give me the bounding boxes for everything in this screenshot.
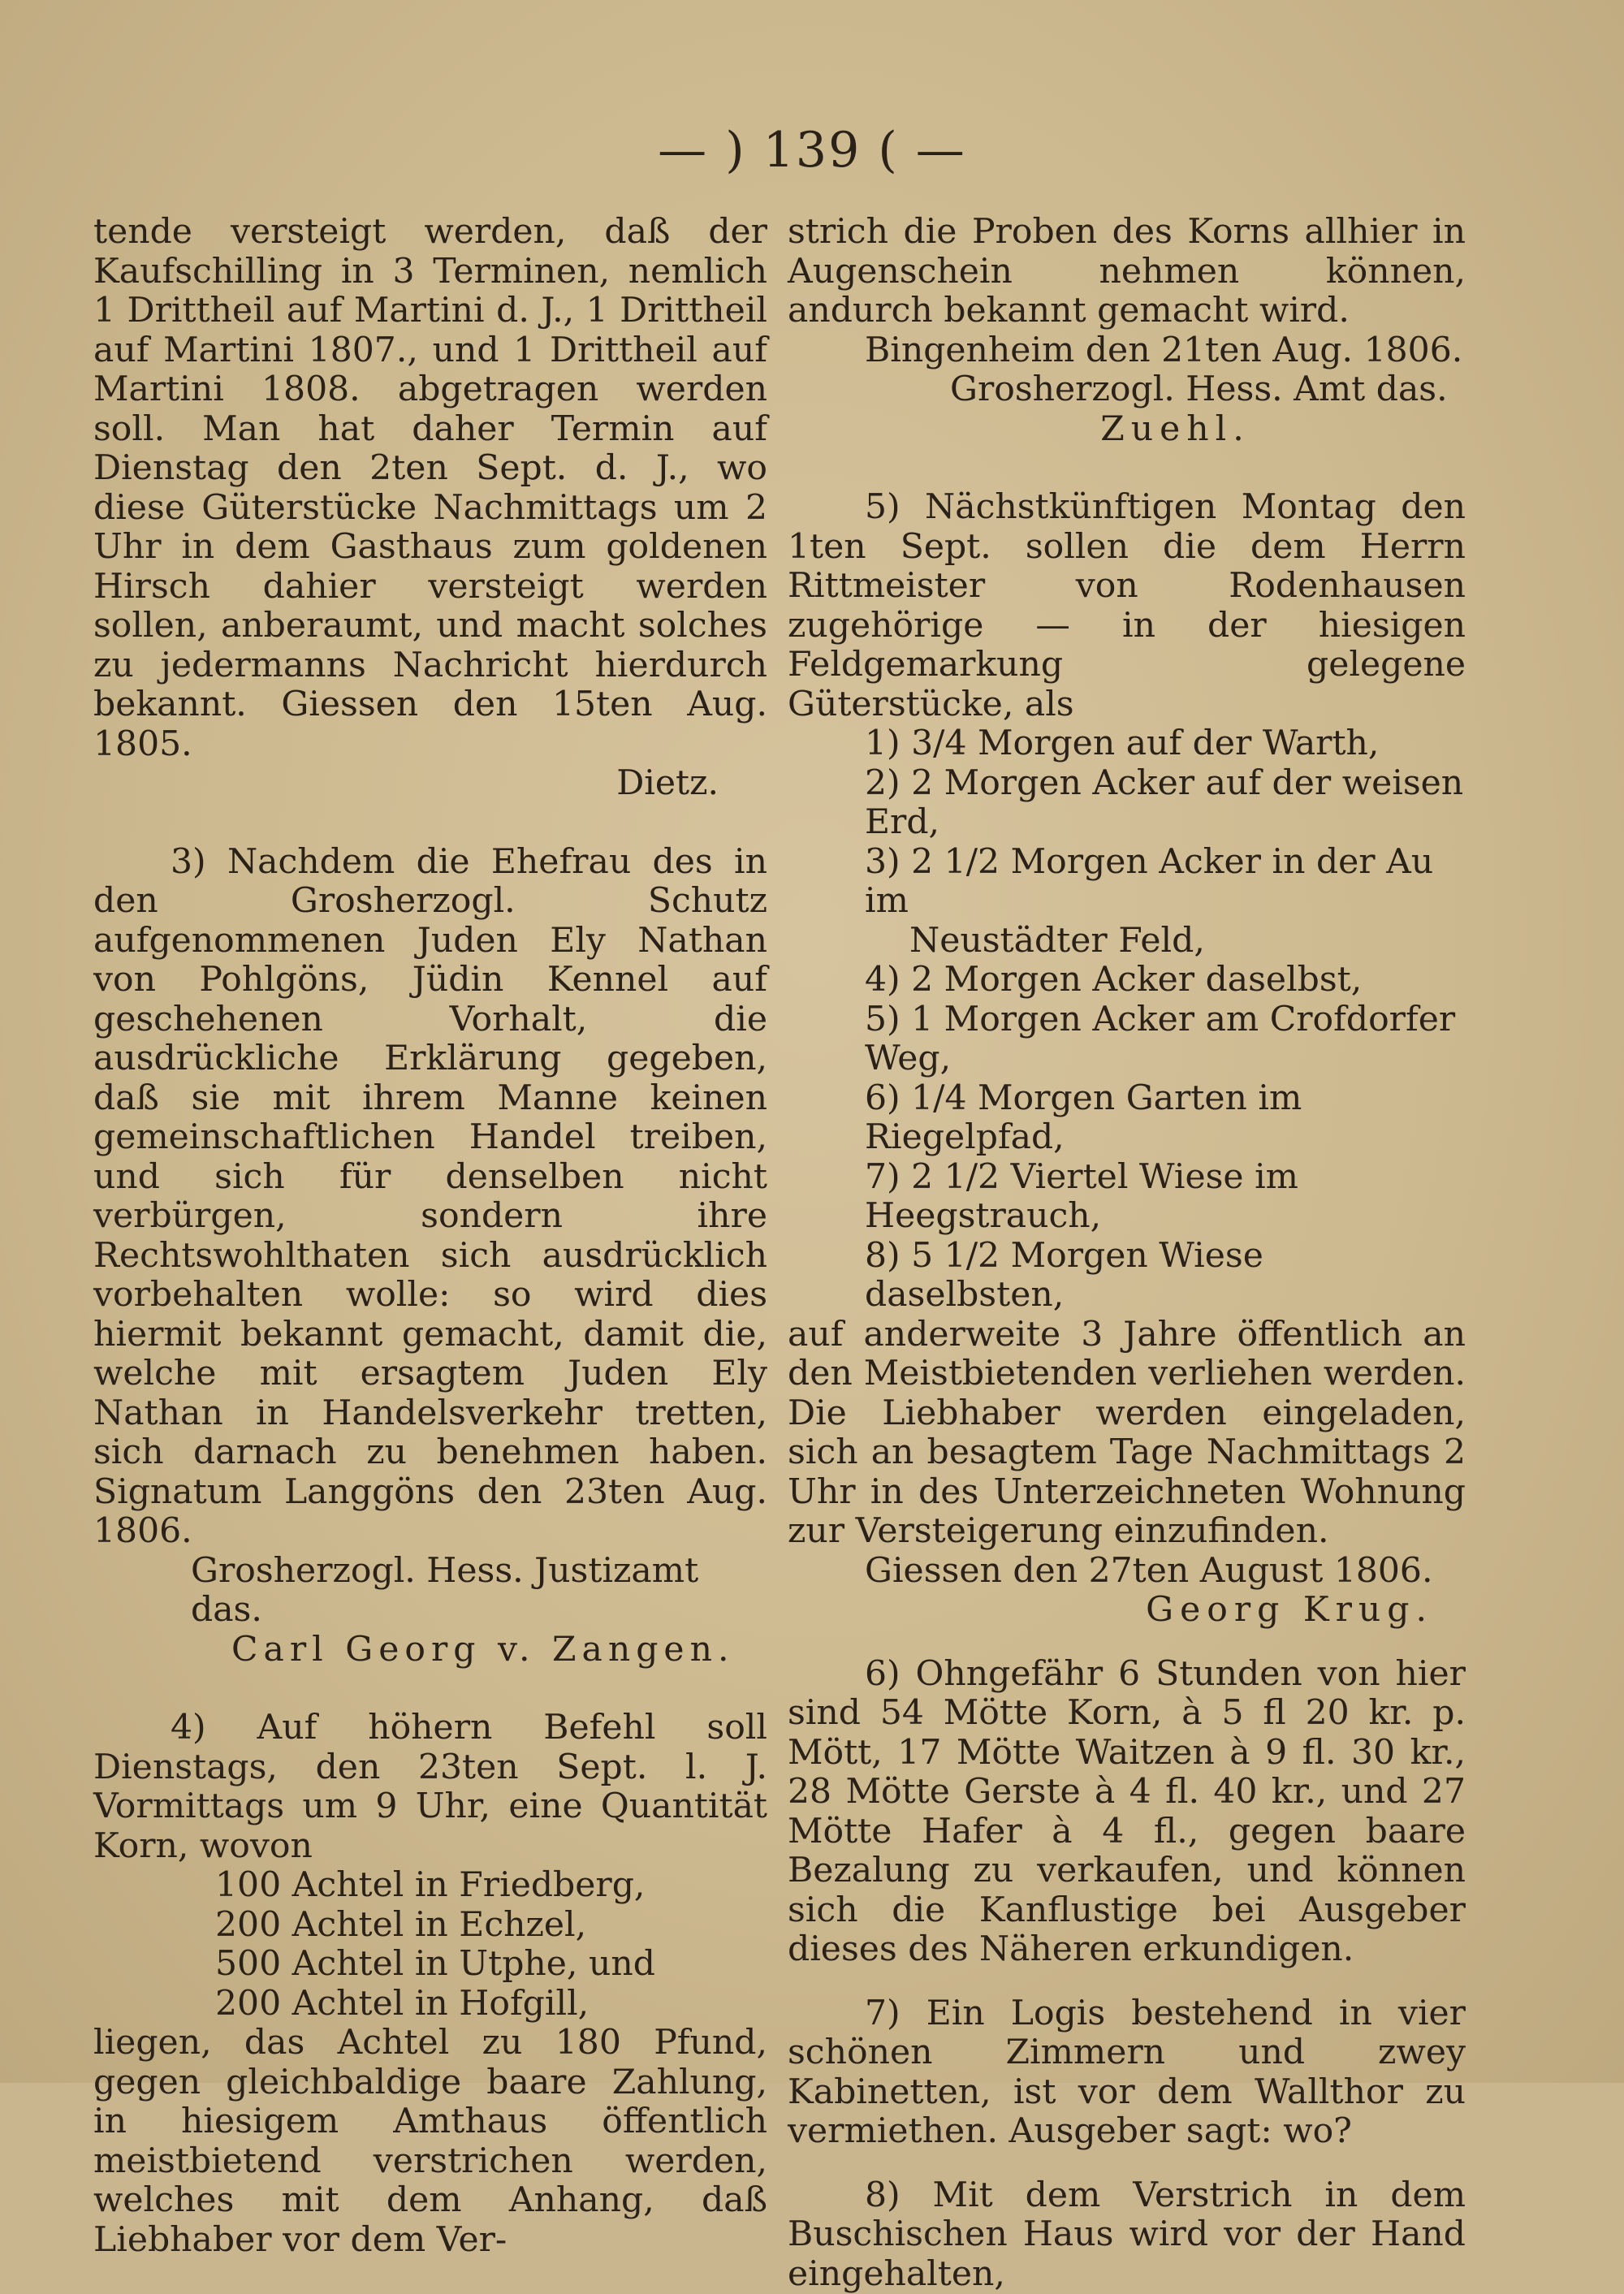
notice-5-item: 8) 5 1/2 Morgen Wiese daselbsten, [788,1237,1466,1315]
notice-5-item: 5) 1 Morgen Acker am Crofdorfer Weg, [788,1000,1466,1079]
continued-notice-text: tende versteigt werden, daß der Kaufschilling in 3 Terminen, nemlich 1 Drittheil auf Martini d. J., 1 Drittheil auf Martini 1807., und 1 Drittheil auf Martini 1808. abgetragen werden soll. Man hat daher Termin auf Dienstag den 2ten Sept. d. J., wo diese Güterstücke Nachmittags um 2 Uhr in dem Gasthaus zum goldenen Hirsch dahier versteigt werden sollen, anberaumt, und macht solches zu jedermanns Nachricht hierdurch bekannt. Giessen den 15ten Aug. 1805. [93,213,767,764]
notice-4-item: 500 Achtel in Utphe, und [93,1945,767,1985]
notice-5-item: 3) 2 1/2 Morgen Acker in der Au im [788,843,1466,922]
notice-5-item: Neustädter Feld, [788,922,1466,961]
notice-3-office: Grosherzogl. Hess. Justizamt das. [93,1552,767,1631]
notice-4-item: 200 Achtel in Echzel, [93,1906,767,1946]
notice-3-signature: Carl Georg v. Zangen. [93,1631,767,1670]
notice-4-item: 200 Achtel in Hofgill, [93,1985,767,2024]
right-column [788,213,1466,2294]
notice-5-item: 2) 2 Morgen Acker auf der weisen Erd, [788,764,1466,843]
notice-5-item: 6) 1/4 Morgen Garten im Riegelpfad, [788,1079,1466,1158]
notice-5-intro: 5) Nächstkünftigen Montag den 1ten Sept. sollen die dem Herrn Rittmeister von Rodenhausen zugehörige — in der hiesigen Feldgemarkung gelegene Güterstücke, als [788,488,1466,724]
notice-5-date: Giessen den 27ten August 1806. [788,1552,1466,1592]
notice-5-item: 7) 2 1/2 Viertel Wiese im Heegstrauch, [788,1158,1466,1237]
notice-5-item: 1) 3/4 Morgen auf der Warth, [788,724,1466,764]
notice-6-text: 6) Ohngefähr 6 Stunden von hier sind 54 Mötte Korn, à 5 fl 20 kr. p. Mött, 17 Mötte Waitzen à 9 fl. 30 kr., 28 Mötte Gerste à 4 fl. 40 kr., und 27 Mötte Hafer à 4 fl., gegen baare Bezalung zu verkaufen, und können sich die Kanflustige bei Ausgeber dieses des Näheren erkundigen. [788,1655,1466,1970]
left-column [93,213,767,2260]
notice-5-text: auf anderweite 3 Jahre öffentlich an den Meistbietenden verliehen werden. Die Liebhaber werden eingeladen, sich an besagtem Tage Nachmittags 2 Uhr in des Unterzeichneten Wohnung zur Versteigerung einzufinden. [788,1315,1466,1552]
page-number: — ) 139 ( — [0,122,1624,179]
continued-notice-signature: Zuehl. [788,410,1466,450]
notice-8-text: 8) Mit dem Verstrich in dem Buschischen Haus wird vor der Hand eingehalten, [788,2176,1466,2294]
notice-3-text: 3) Nachdem die Ehefrau des in den Grosherzogl. Schutz aufgenommenen Juden Ely Nathan von Pohlgöns, Jüdin Kennel auf geschehenen Vorhalt, die ausdrückliche Erklärung gegeben, daß sie mit ihrem Manne keinen gemeinschaftlichen Handel treiben, und sich für denselben nicht verbürgen, sondern ihre Rechtswohlthaten sich ausdrücklich vorbehalten wolle: so wird dies hiermit bekannt gemacht, damit die, welche mit ersagtem Juden Ely Nathan in Handelsverkehr tretten, sich darnach zu benehmen haben. Signatum Langgöns den 23ten Aug. 1806. [93,843,767,1552]
continued-notice-date: Bingenheim den 21ten Aug. 1806. [788,331,1466,371]
continued-notice-signature: Dietz. [93,764,767,804]
notice-7-text: 7) Ein Logis bestehend in vier schönen Zimmern und zwey Kabinetten, ist vor dem Wallthor zu vermiethen. Ausgeber sagt: wo? [788,1994,1466,2152]
continued-notice-office: Grosherzogl. Hess. Amt das. [788,370,1466,410]
notice-5-item: 4) 2 Morgen Acker daselbst, [788,961,1466,1000]
notice-4-text: liegen, das Achtel zu 180 Pfund, gegen gleichbaldige baare Zahlung, in hiesigem Amthaus öffentlich meistbietend verstrichen werden, welches mit dem Anhang, daß Liebhaber vor dem Ver- [93,2024,767,2260]
notice-5-signature: Georg Krug. [788,1591,1466,1631]
notice-4-item: 100 Achtel in Friedberg, [93,1866,767,1906]
notice-4-intro: 4) Auf höhern Befehl soll Dienstags, den 23ten Sept. l. J. Vormittags um 9 Uhr, eine Quantität Korn, wovon [93,1709,767,1866]
continued-notice-text: strich die Proben des Korns allhier in Augenschein nehmen können, andurch bekannt gemacht wird. [788,213,1466,331]
